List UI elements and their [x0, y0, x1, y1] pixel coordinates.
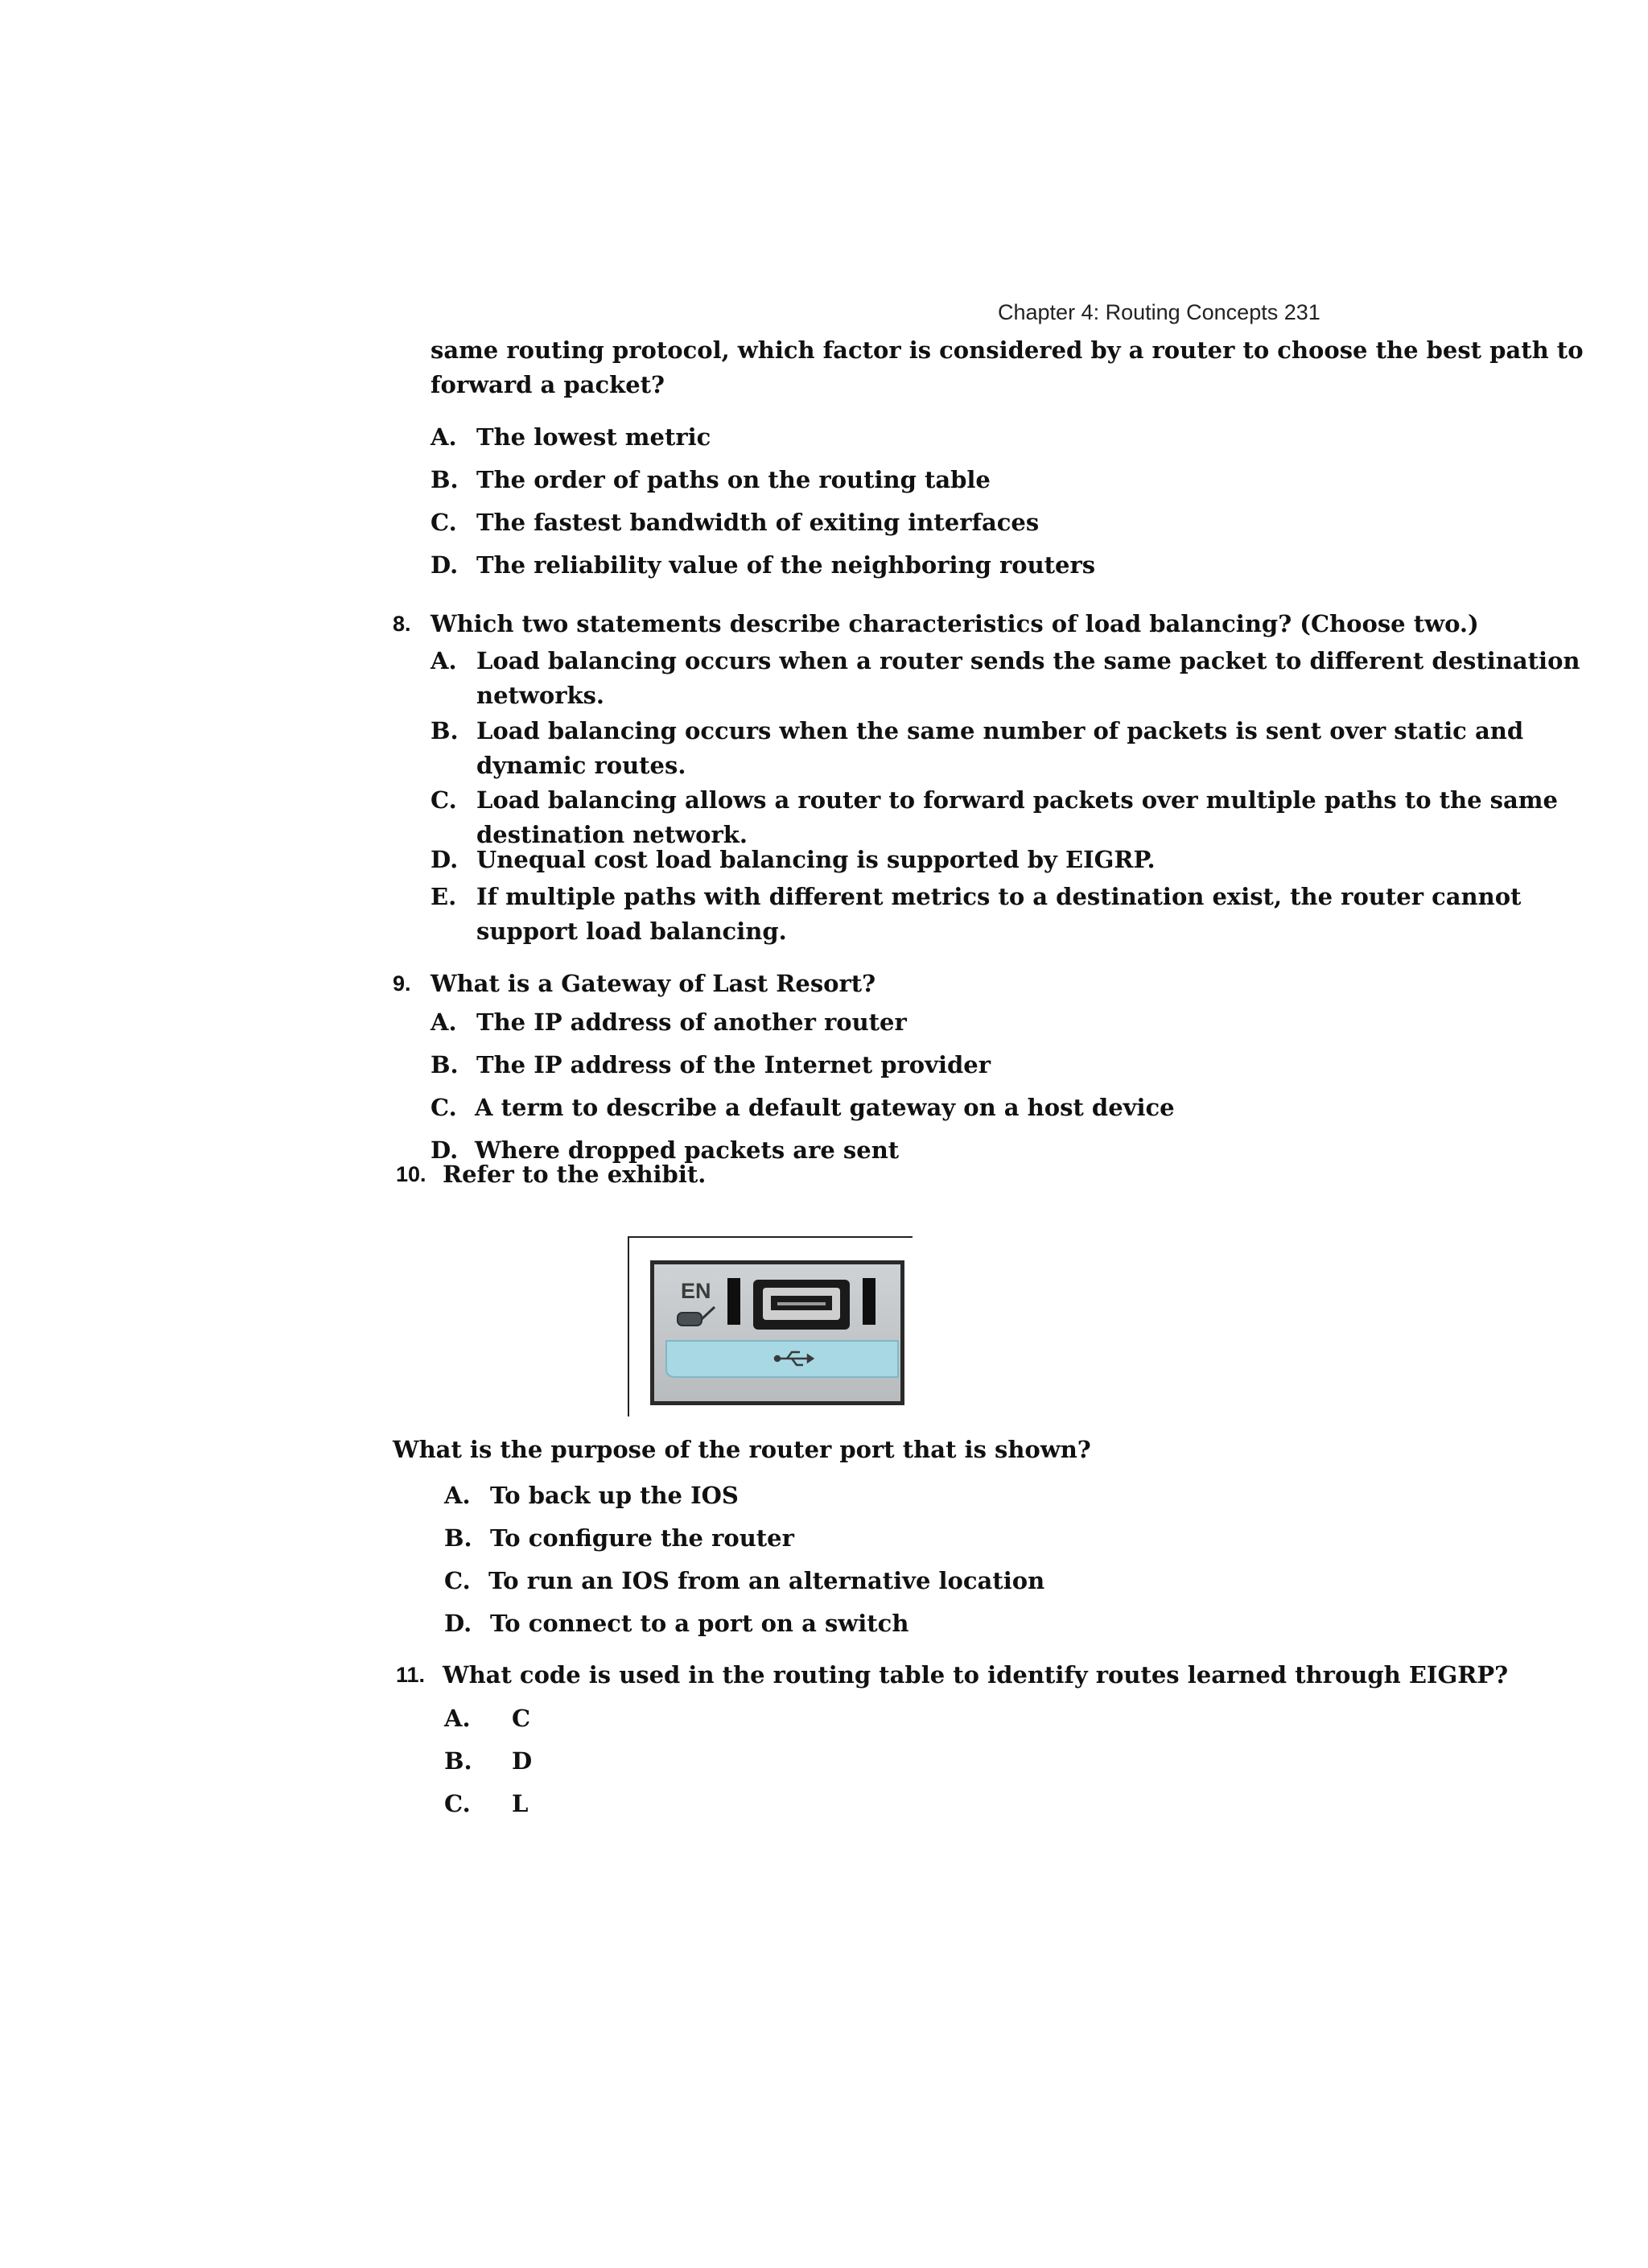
- question-stem: Refer to the exhibit.: [443, 1161, 707, 1188]
- option-text: The IP address of another router: [476, 1008, 907, 1036]
- question-number: 11.: [396, 1663, 426, 1687]
- option-letter: C.: [431, 1094, 457, 1121]
- option-text: The lowest metric: [476, 423, 711, 451]
- option-letter: C.: [431, 786, 457, 814]
- option-letter: B.: [431, 1051, 459, 1078]
- option-text: L: [512, 1790, 529, 1817]
- question-number: 8.: [393, 612, 411, 636]
- option-letter: A.: [444, 1705, 471, 1732]
- option-text: The IP address of the Internet provider: [476, 1051, 991, 1078]
- option-letter: A.: [431, 1008, 457, 1036]
- option-text: networks.: [476, 682, 605, 709]
- option-text: If multiple paths with different metrics to a destination exist, the router cannot: [476, 883, 1522, 910]
- option-text: D: [512, 1747, 533, 1775]
- option-letter: A.: [444, 1482, 471, 1509]
- option-text: To run an IOS from an alternative location: [488, 1567, 1045, 1594]
- option-text: To configure the router: [490, 1524, 794, 1552]
- option-letter: C.: [431, 509, 457, 536]
- option-text: dynamic routes.: [476, 752, 686, 779]
- option-letter: B.: [431, 717, 459, 744]
- option-text: A term to describe a default gateway on a host device: [475, 1094, 1175, 1121]
- option-letter: B.: [444, 1524, 472, 1552]
- option-text: Unequal cost load balancing is supported by EIGRP.: [476, 846, 1156, 873]
- option-text: The order of paths on the routing table: [476, 466, 991, 493]
- question-stem-line: same routing protocol, which factor is considered by a router to choose the best path to: [431, 336, 1584, 364]
- option-text: The fastest bandwidth of exiting interfaces: [476, 509, 1040, 536]
- option-text: destination network.: [476, 821, 748, 848]
- question-text: What is the purpose of the router port that is shown?: [393, 1436, 1091, 1463]
- option-text: Where dropped packets are sent: [475, 1136, 900, 1164]
- option-letter: D.: [431, 1136, 459, 1164]
- option-text: Load balancing allows a router to forward packets over multiple paths to the same: [476, 786, 1558, 814]
- question-stem: Which two statements describe characteristics of load balancing? (Choose two.): [431, 610, 1479, 637]
- option-text: To back up the IOS: [490, 1482, 739, 1509]
- question-stem-line: forward a packet?: [431, 371, 665, 398]
- option-text: Load balancing occurs when the same number of packets is sent over static and: [476, 717, 1524, 744]
- option-text: Load balancing occurs when a router sends the same packet to different destination: [476, 647, 1580, 674]
- option-text: C: [512, 1705, 531, 1732]
- option-letter: D.: [444, 1610, 472, 1637]
- option-text: support load balancing.: [476, 918, 787, 945]
- option-text: To connect to a port on a switch: [490, 1610, 909, 1637]
- option-letter: A.: [431, 647, 457, 674]
- page-header: Chapter 4: Routing Concepts 231: [998, 300, 1320, 324]
- question-number: 10.: [396, 1162, 426, 1186]
- option-letter: D.: [431, 846, 459, 873]
- exhibit-image: [628, 1236, 913, 1416]
- question-stem: What is a Gateway of Last Resort?: [431, 970, 876, 997]
- option-letter: C.: [444, 1790, 471, 1817]
- option-letter: D.: [431, 551, 459, 579]
- option-letter: A.: [431, 423, 457, 451]
- option-letter: E.: [431, 883, 457, 910]
- option-text: The reliability value of the neighboring routers: [476, 551, 1096, 579]
- exhibit-label-en: EN: [681, 1279, 711, 1303]
- option-letter: C.: [444, 1567, 471, 1594]
- question-number: 9.: [393, 971, 411, 996]
- option-letter: B.: [444, 1747, 472, 1775]
- question-stem: What code is used in the routing table to identify routes learned through EIGRP?: [443, 1661, 1509, 1689]
- option-letter: B.: [431, 466, 459, 493]
